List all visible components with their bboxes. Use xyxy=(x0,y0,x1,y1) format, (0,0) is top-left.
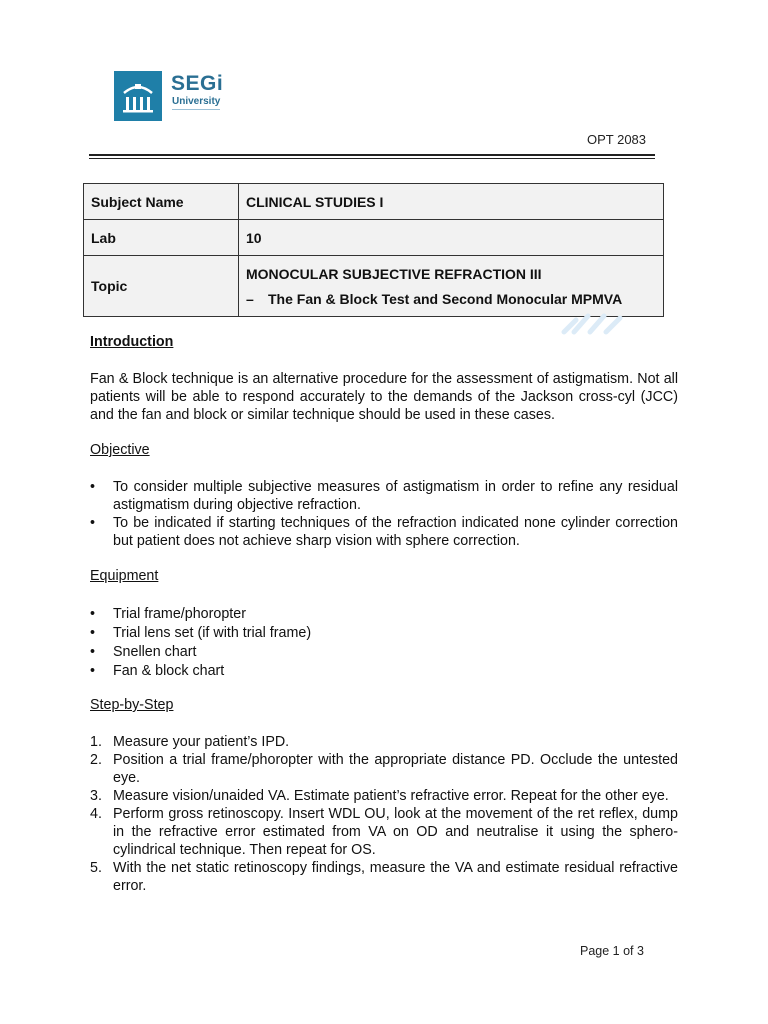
step-number: 3. xyxy=(90,788,102,804)
step-number: 4. xyxy=(90,806,102,822)
list-item xyxy=(90,733,678,751)
steps-heading: Step-by-Step xyxy=(90,697,174,713)
subject-info-table xyxy=(83,183,664,317)
list-item xyxy=(90,514,678,550)
step-number: 1. xyxy=(90,734,102,750)
introduction-paragraph: Fan & Block technique is an alternative procedure for the assessment of astigmatism. Not all patients will be able to respond accurately to the demands of the Jackson cross-cyl (JCC) and the fan and block or similar technique should be used in these cases. xyxy=(90,371,678,423)
list-item xyxy=(90,751,678,787)
step-text: Position a trial frame/phoropter with the appropriate distance PD. Occlude the untested eye. xyxy=(113,752,678,786)
equipment-item-text: Fan & block chart xyxy=(113,663,225,679)
objective-item-text: To be indicated if starting techniques of the refraction indicated none cylinder correction but patient does not achieve sharp vision with sphere correction. xyxy=(113,515,678,549)
bullet-marker: • xyxy=(90,644,96,660)
topic-subtitle xyxy=(246,291,656,307)
list-item xyxy=(90,662,678,681)
introduction-heading: Introduction xyxy=(90,334,174,350)
list-item xyxy=(90,805,678,859)
building-icon xyxy=(114,71,162,121)
logo-subtitle: University xyxy=(172,96,221,107)
steps-list xyxy=(90,733,678,895)
header-divider-thin xyxy=(89,158,655,159)
topic-sub-marker: – xyxy=(246,290,254,307)
lab-value: 10 xyxy=(239,220,664,256)
objective-heading: Objective xyxy=(90,442,150,458)
list-item xyxy=(90,859,678,895)
subject-name-value: CLINICAL STUDIES I xyxy=(239,184,664,220)
topic-cell xyxy=(239,256,664,317)
table-row xyxy=(84,256,664,317)
topic-sub-value: The Fan & Block Test and Second Monocular MPMVA xyxy=(268,290,623,307)
step-text: Measure your patient’s IPD. xyxy=(113,734,290,750)
topic-label: Topic xyxy=(84,256,239,317)
bullet-marker: • xyxy=(90,606,96,622)
equipment-heading: Equipment xyxy=(90,568,159,584)
list-item xyxy=(90,787,678,805)
list-item xyxy=(90,605,678,624)
page-number: Page 1 of 3 xyxy=(580,944,644,958)
bullet-marker: • xyxy=(90,625,96,641)
table-row xyxy=(84,220,664,256)
subject-name-label: Subject Name xyxy=(84,184,239,220)
step-text: With the net static retinoscopy findings, measure the VA and estimate residual refractive error. xyxy=(113,860,678,894)
bullet-marker: • xyxy=(90,515,96,531)
logo-underline xyxy=(172,109,220,110)
logo-wordmark: SEGi xyxy=(171,72,224,95)
step-number: 5. xyxy=(90,860,102,876)
objective-list xyxy=(90,478,678,550)
equipment-item-text: Trial frame/phoropter xyxy=(113,606,246,622)
table-row xyxy=(84,184,664,220)
course-code: OPT 2083 xyxy=(587,132,647,147)
header-divider xyxy=(89,154,655,156)
step-number: 2. xyxy=(90,752,102,768)
watermark-graphic xyxy=(560,310,630,336)
step-text: Measure vision/unaided VA. Estimate patient’s refractive error. Repeat for the other eye. xyxy=(113,788,669,804)
list-item xyxy=(90,643,678,662)
objective-item-text: To consider multiple subjective measures of astigmatism in order to refine any residual astigmatism during objective refraction. xyxy=(113,479,678,513)
equipment-item-text: Snellen chart xyxy=(113,644,197,660)
lab-label: Lab xyxy=(84,220,239,256)
bullet-marker: • xyxy=(90,479,96,495)
list-item xyxy=(90,624,678,643)
equipment-item-text: Trial lens set (if with trial frame) xyxy=(113,625,312,641)
equipment-list xyxy=(90,605,678,681)
list-item xyxy=(90,478,678,514)
university-logo xyxy=(114,71,162,121)
step-text: Perform gross retinoscopy. Insert WDL OU, look at the movement of the ret reflex, dump in the refractive error estimated from VA on OD and neutralise it using the sphero-cylindrical technique. Then repeat for OS. xyxy=(113,806,678,858)
bullet-marker: • xyxy=(90,663,96,679)
topic-value: MONOCULAR SUBJECTIVE REFRACTION III xyxy=(246,265,542,282)
